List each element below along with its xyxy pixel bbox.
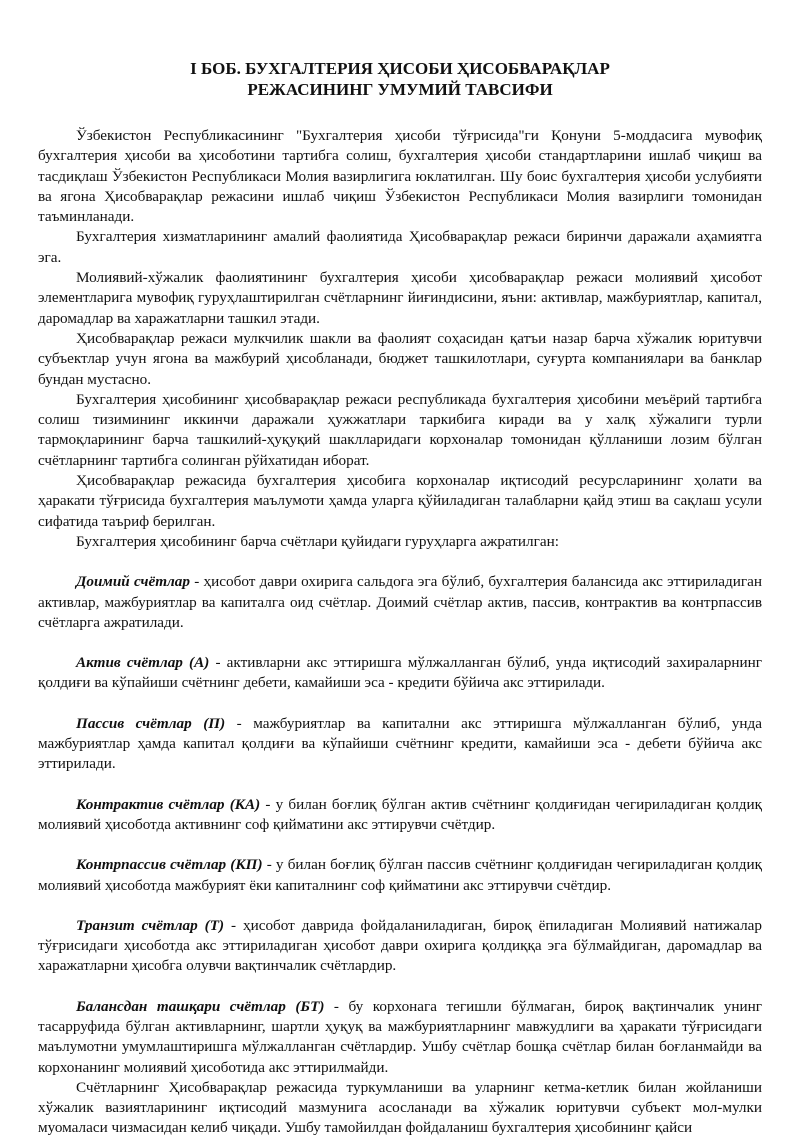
definition-term: Контрпассив счётлар (КП) (76, 856, 263, 874)
paragraph-intro-7: Бухгалтерия ҳисобининг барча счётлари қуйидаги гуруҳларга ажратилган: (76, 532, 559, 550)
definition-contra-active-accounts (38, 795, 762, 836)
definition-text: - ҳисобот даври охирига сальдога эга бўлиб, бухгалтерия балансида акс эттириладиган активлар, мажбуриятлар ва капиталга оид счётлар. Доимий счётлар актив, пассив, контрактив ва контрпассив счётларга ажратилади. (38, 573, 762, 631)
chapter-title-line-2: РЕЖАСИНИНГ УМУМИЙ ТАВСИФИ (247, 80, 553, 99)
paragraph-intro-1: Ўзбекистон Республикасининг "Бухгалтерия ҳисоби тўғрисида"ги Қонуни 5-моддасига мувофиқ бухгалтерия ҳисоби ва ҳисоботини тартибга солиш, бухгалтерия ҳисоби стандартларини ишлаб чиқиш ва тасдиқлаш Ўзбекистон Республикаси Молия вазирлигига юклатилган. Шу боис бухгалтерия ҳисоби услубияти ва ягона Ҳисобварақлар режасини ишлаб чиқиш Ўзбекистон Республикаси Молия вазирлиги томонидан таъминланади. (38, 127, 762, 226)
definition-active-accounts (38, 653, 762, 694)
definition-passive-accounts (38, 714, 762, 775)
definition-term: Контрактив счётлар (КА) (76, 795, 261, 813)
definition-off-balance-accounts (38, 997, 762, 1078)
definition-term: Транзит счётлар (Т) (76, 916, 225, 934)
paragraph-intro-2: Бухгалтерия хизматларининг амалий фаолиятида Ҳисобварақлар режаси биринчи даражали аҳамиятга эга. (38, 228, 762, 266)
definition-term: Доимий счётлар (76, 573, 190, 591)
definition-permanent-accounts (38, 572, 762, 633)
paragraph-closing: Счётларнинг Ҳисобварақлар режасида туркумланиши ва уларнинг кетма-кетлик билан жойланиши хўжалик вазиятларининг иқтисодий мазмунига асосланади ва хўжалик юритувчи субъект мол-мулки муомаласи чизмасидан келиб чиқади. Ушбу тамойилдан фойдаланиш бухгалтерия ҳисобининг қайси (38, 1078, 762, 1137)
paragraph-intro-6: Ҳисобварақлар режасида бухгалтерия ҳисобига корхоналар иқтисодий ресурсларининг ҳолати ва ҳаракати тўғрисида бухгалтерия маълумоти ҳамда уларга қўйиладиган талабларни қайд этиш ва сақлаш усули сифатида таъриф берилган. (38, 472, 762, 530)
paragraph-intro-3: Молиявий-хўжалик фаолиятининг бухгалтерия ҳисоби ҳисобварақлар режаси молиявий ҳисобот элементларига мувофиқ гуруҳлаштирилган счётларнинг йиғиндисини, яъни: активлар, мажбуриятлар, капитал, даромадлар ва харажатларни ташкил этади. (38, 269, 762, 327)
definition-text: - у билан боғлиқ бўлган пассив счётнинг қолдиғидан чегириладиган қолдиқ молиявий ҳисоботда мажбурият ёки капиталнинг соф қийматини акс эттирувчи счётдир. (38, 856, 762, 894)
definition-contra-passive-accounts (38, 855, 762, 896)
paragraph-intro-4: Ҳисобварақлар режаси мулкчилик шакли ва фаолият соҳасидан қатъи назар барча хўжалик юритувчи субъектлар учун ягона ва мажбурий ҳисобланади, бюджет ташкилотлари, суғурта компаниялари ва банклар бундан мустасно. (38, 329, 762, 388)
paragraph-intro-5: Бухгалтерия ҳисобининг ҳисобварақлар режаси республикада бухгалтерия ҳисобини меъёрий тартибга солиш тизимининг иккинчи даражали ҳужжатлари таркибига киради ва у халқ хўжалиги турли тармоқларининг барча ташкилий-ҳуқуқий шаклларидаги корхоналар томонидан қўлланиши лозим бўлган счётларнинг тартибга солинган рўйхатидан иборат. (38, 390, 762, 469)
chapter-title (38, 58, 762, 100)
definition-text: - активларни акс эттиришга мўлжалланган бўлиб, унда иқтисодий захираларнинг қолдиғи ва кўпайиши счётнинг дебети, камайиши эса - кредити бўйича акс эттирилади. (38, 654, 762, 692)
definition-text: - ҳисобот даврида фойдаланиладиган, бироқ ёпиладиган Молиявий натижалар тўғрисидаги ҳисоботда акс эттириладиган ҳисобот даври охирига қолдиққа эга бўлмайдиган, даромадлар ва харажатларни ҳисобга олувчи вақтинчалик счётлардир. (38, 916, 762, 975)
definition-term: Пассив счётлар (П) (76, 714, 226, 732)
definition-text: - мажбуриятлар ва капитални акс эттиришга мўлжалланган бўлиб, унда мажбуриятлар ҳамда капитал қолдиғи ва кўпайиши счётнинг кредити, камайиши эса - дебети бўйича акс эттирилади. (38, 714, 762, 773)
chapter-title-line-1: I БОБ. БУХГАЛТЕРИЯ ҲИСОБИ ҲИСОБВАРАҚЛАР (190, 59, 610, 78)
definition-transit-accounts (38, 916, 762, 977)
definition-text: - бу корхонага тегишли бўлмаган, бироқ вақтинчалик унинг тасарруфида бўлган активларнинг, шартли ҳуқуқ ва мажбуриятларнинг мавжудлиги ва ҳаракати тўғрисидаги маълумотни умумлаштиришга мўлжалланган счётлардир. Ушбу счётлар бошқа счётлар билан боғланмайди ва корхонанинг молиявий ҳисоботида акс эттирилмайди. (38, 997, 762, 1076)
definition-term: Актив счётлар (А) (76, 654, 210, 672)
definition-term: Балансдан ташқари счётлар (БТ) (76, 997, 325, 1015)
definition-text: - у билан боғлиқ бўлган актив счётнинг қолдиғидан чегириладиган қолдиқ молиявий ҳисоботда активнинг соф қийматини акс эттирувчи счётдир. (38, 795, 763, 833)
